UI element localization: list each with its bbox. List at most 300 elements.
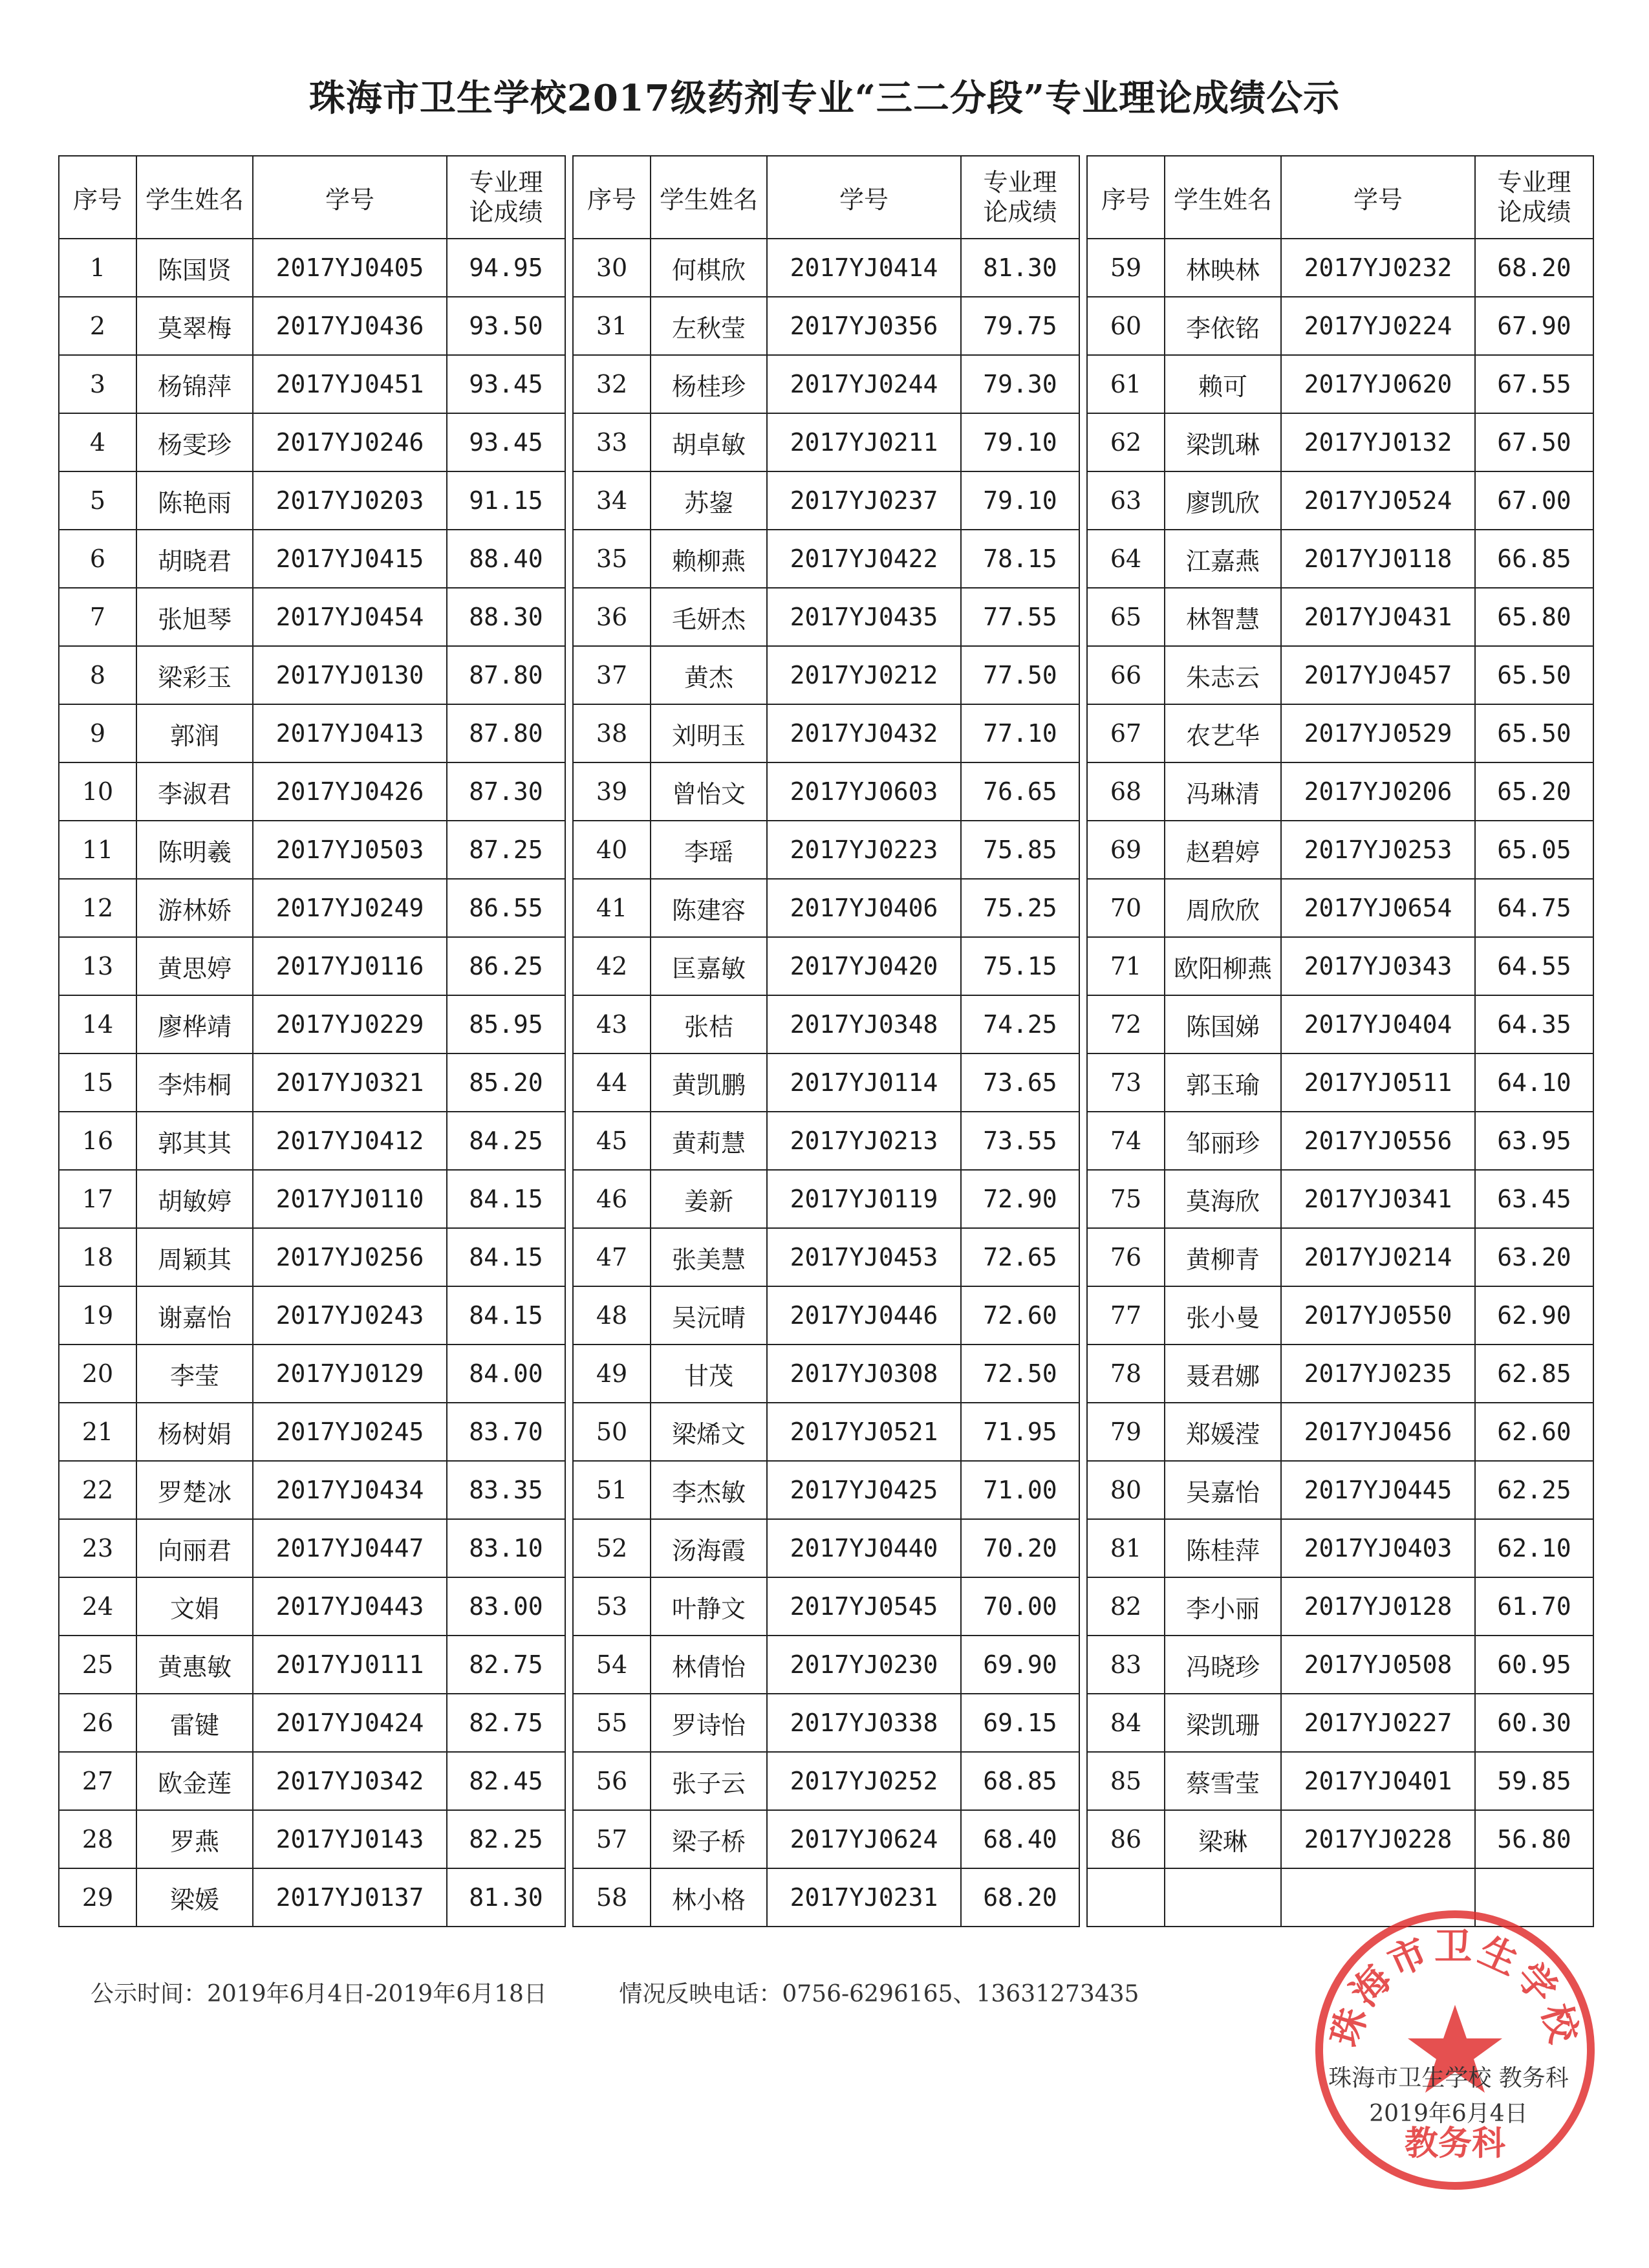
table-row [59,646,565,704]
table-row [1087,1286,1593,1345]
student-id: 2017YJ0253 [1281,821,1475,879]
table-row [59,995,565,1053]
table-row [1087,413,1593,471]
table-row [59,1461,565,1519]
student-name: 张子云 [651,1752,767,1810]
score-value: 77.50 [961,646,1079,704]
score-value: 82.75 [447,1636,565,1694]
header-score [447,156,565,239]
student-name: 农艺华 [1165,704,1281,762]
student-name: 李杰敏 [651,1461,767,1519]
score-value: 68.40 [961,1810,1079,1868]
student-name: 张旭琴 [136,588,253,646]
student-name: 张桔 [651,995,767,1053]
feedback-phone: 情况反映电话：0756-6296165、13631273435 [619,1981,1139,2007]
score-value: 64.55 [1475,937,1593,995]
student-id: 2017YJ0443 [253,1577,447,1636]
row-index: 44 [573,1053,651,1112]
student-name: 赵碧婷 [1165,821,1281,879]
score-value: 83.00 [447,1577,565,1636]
student-name: 李小丽 [1165,1577,1281,1636]
table-row [1087,1053,1593,1112]
table-row [1087,1170,1593,1228]
score-value: 79.30 [961,355,1079,413]
header-name: 学生姓名 [651,156,767,239]
student-id: 2017YJ0206 [1281,762,1475,821]
table-row [573,355,1079,413]
score-value: 77.10 [961,704,1079,762]
issue-date: 2019年6月4日 [1369,2101,1528,2127]
row-index: 74 [1087,1112,1165,1170]
score-value: 68.85 [961,1752,1079,1810]
student-id: 2017YJ0414 [767,239,961,297]
student-name: 梁烯文 [651,1403,767,1461]
score-table-block-3 [1086,155,1594,1927]
row-index: 69 [1087,821,1165,879]
row-index: 35 [573,530,651,588]
table-row [573,1170,1079,1228]
student-id: 2017YJ0118 [1281,530,1475,588]
student-name: 黄惠敏 [136,1636,253,1694]
student-id: 2017YJ0432 [767,704,961,762]
score-value: 84.00 [447,1345,565,1403]
row-index: 72 [1087,995,1165,1053]
score-value: 87.80 [447,646,565,704]
header-score-line2: 论成绩 [1497,198,1571,226]
student-name: 聂君娜 [1165,1345,1281,1403]
student-id: 2017YJ0321 [253,1053,447,1112]
table-row [1087,762,1593,821]
row-index: 52 [573,1519,651,1577]
student-name: 雷键 [136,1694,253,1752]
table-row [573,1345,1079,1403]
student-id: 2017YJ0403 [1281,1519,1475,1577]
table-row [573,1286,1079,1345]
student-id: 2017YJ0456 [1281,1403,1475,1461]
score-value: 72.50 [961,1345,1079,1403]
student-id: 2017YJ0212 [767,646,961,704]
row-index: 47 [573,1228,651,1286]
score-value: 65.50 [1475,704,1593,762]
score-value: 87.80 [447,704,565,762]
row-index: 7 [59,588,136,646]
table-row [1087,1810,1593,1868]
row-index: 57 [573,1810,651,1868]
table-row [1087,879,1593,937]
score-value: 78.15 [961,530,1079,588]
score-value: 62.85 [1475,1345,1593,1403]
notice-period: 公示时间：2019年6月4日-2019年6月18日 [91,1981,547,2007]
student-id: 2017YJ0424 [253,1694,447,1752]
score-value: 62.60 [1475,1403,1593,1461]
student-name: 杨树娟 [136,1403,253,1461]
student-id: 2017YJ0406 [767,879,961,937]
header-name: 学生姓名 [1165,156,1281,239]
table-row [573,879,1079,937]
student-name: 文娟 [136,1577,253,1636]
score-value: 82.75 [447,1694,565,1752]
table-row [573,1403,1079,1461]
student-id: 2017YJ0229 [253,995,447,1053]
score-value: 73.65 [961,1053,1079,1112]
row-index: 12 [59,879,136,937]
table-row [573,995,1079,1053]
row-index: 27 [59,1752,136,1810]
student-id: 2017YJ0213 [767,1112,961,1170]
student-name: 蔡雪莹 [1165,1752,1281,1810]
student-id: 2017YJ0249 [253,879,447,937]
student-name: 廖桦靖 [136,995,253,1053]
student-name: 梁彩玉 [136,646,253,704]
student-name: 刘明玉 [651,704,767,762]
student-id: 2017YJ0128 [1281,1577,1475,1636]
student-id: 2017YJ0511 [1281,1053,1475,1112]
table-row [1087,1228,1593,1286]
row-index: 17 [59,1170,136,1228]
student-id: 2017YJ0230 [767,1636,961,1694]
header-index: 序号 [59,156,136,239]
issuing-office: 珠海市卫生学校 教务科 [1328,2065,1569,2091]
table-row [1087,297,1593,355]
student-id: 2017YJ0529 [1281,704,1475,762]
student-name: 游林娇 [136,879,253,937]
score-value: 56.80 [1475,1810,1593,1868]
score-value: 83.10 [447,1519,565,1577]
score-value: 66.85 [1475,530,1593,588]
student-name: 陈明羲 [136,821,253,879]
row-index: 15 [59,1053,136,1112]
row-index: 20 [59,1345,136,1403]
score-value: 71.00 [961,1461,1079,1519]
student-name: 李炜桐 [136,1053,253,1112]
student-name: 赖可 [1165,355,1281,413]
row-index: 22 [59,1461,136,1519]
row-index: 51 [573,1461,651,1519]
row-index: 13 [59,937,136,995]
table-row [59,1053,565,1112]
table-row [1087,1577,1593,1636]
table-row [573,1112,1079,1170]
score-value: 61.70 [1475,1577,1593,1636]
score-value: 73.55 [961,1112,1079,1170]
score-value: 70.00 [961,1577,1079,1636]
score-value: 75.85 [961,821,1079,879]
table-row [59,355,565,413]
header-index: 序号 [1087,156,1165,239]
row-index: 14 [59,995,136,1053]
student-name: 李瑶 [651,821,767,879]
table-row [1087,704,1593,762]
score-value: 86.55 [447,879,565,937]
student-name: 罗燕 [136,1810,253,1868]
student-id: 2017YJ0246 [253,413,447,471]
student-name: 陈艳雨 [136,471,253,530]
table-row [573,704,1079,762]
student-name: 何棋欣 [651,239,767,297]
row-index: 71 [1087,937,1165,995]
student-id: 2017YJ0227 [1281,1694,1475,1752]
header-student-id: 学号 [1281,156,1475,239]
score-value: 87.30 [447,762,565,821]
table-row [573,239,1079,297]
row-index: 76 [1087,1228,1165,1286]
student-name: 毛妍杰 [651,588,767,646]
header-name: 学生姓名 [136,156,253,239]
table-row [59,937,565,995]
row-index: 86 [1087,1810,1165,1868]
row-index: 9 [59,704,136,762]
row-index: 21 [59,1403,136,1461]
score-value: 81.30 [447,1868,565,1927]
student-id: 2017YJ0440 [767,1519,961,1577]
row-index: 77 [1087,1286,1165,1345]
student-id: 2017YJ0343 [1281,937,1475,995]
score-value: 87.25 [447,821,565,879]
score-value: 82.45 [447,1752,565,1810]
student-name: 周颖其 [136,1228,253,1286]
student-id: 2017YJ0342 [253,1752,447,1810]
student-name: 赖柳燕 [651,530,767,588]
student-name: 杨雯珍 [136,413,253,471]
header-score [961,156,1079,239]
table-row [59,471,565,530]
student-id: 2017YJ0348 [767,995,961,1053]
table-row [573,821,1079,879]
row-index: 50 [573,1403,651,1461]
row-index [1087,1868,1165,1927]
table-row [59,297,565,355]
student-id: 2017YJ0211 [767,413,961,471]
student-id: 2017YJ0422 [767,530,961,588]
row-index: 4 [59,413,136,471]
student-name: 林小格 [651,1868,767,1927]
student-id: 2017YJ0237 [767,471,961,530]
row-index: 38 [573,704,651,762]
row-index: 39 [573,762,651,821]
student-name [1165,1868,1281,1927]
student-id: 2017YJ0503 [253,821,447,879]
student-id: 2017YJ0214 [1281,1228,1475,1286]
score-value: 62.10 [1475,1519,1593,1577]
table-row [59,879,565,937]
table-row [573,530,1079,588]
student-name: 黄思婷 [136,937,253,995]
table-row [1087,937,1593,995]
table-row [1087,646,1593,704]
table-row [573,1228,1079,1286]
student-name: 林智慧 [1165,588,1281,646]
student-id: 2017YJ0436 [253,297,447,355]
header-score [1475,156,1593,239]
score-value: 67.00 [1475,471,1593,530]
row-index: 19 [59,1286,136,1345]
table-row [1087,355,1593,413]
student-id: 2017YJ0620 [1281,355,1475,413]
student-name: 冯琳清 [1165,762,1281,821]
row-index: 3 [59,355,136,413]
student-id: 2017YJ0524 [1281,471,1475,530]
row-index: 83 [1087,1636,1165,1694]
student-name: 梁子桥 [651,1810,767,1868]
table-row [1087,995,1593,1053]
table-row [59,1228,565,1286]
student-name: 陈国贤 [136,239,253,297]
row-index: 65 [1087,588,1165,646]
student-id: 2017YJ0426 [253,762,447,821]
student-id: 2017YJ0401 [1281,1752,1475,1810]
row-index: 75 [1087,1170,1165,1228]
student-name: 曾怡文 [651,762,767,821]
table-row [59,1519,565,1577]
student-id: 2017YJ0256 [253,1228,447,1286]
score-value: 91.15 [447,471,565,530]
table-row [573,1577,1079,1636]
student-name: 甘茂 [651,1345,767,1403]
student-id: 2017YJ0228 [1281,1810,1475,1868]
row-index: 55 [573,1694,651,1752]
row-index: 41 [573,879,651,937]
student-id: 2017YJ0110 [253,1170,447,1228]
row-index: 5 [59,471,136,530]
footer-info [91,1976,1203,2009]
score-value: 75.15 [961,937,1079,995]
row-index: 10 [59,762,136,821]
row-index: 79 [1087,1403,1165,1461]
row-index: 53 [573,1577,651,1636]
student-id: 2017YJ0308 [767,1345,961,1403]
table-row [573,1053,1079,1112]
table-row [59,1636,565,1694]
student-id: 2017YJ0203 [253,471,447,530]
table-row [573,1694,1079,1752]
score-value: 84.15 [447,1286,565,1345]
student-id: 2017YJ0143 [253,1810,447,1868]
student-name: 梁媛 [136,1868,253,1927]
header-score-line1: 专业理 [1497,168,1571,197]
student-id: 2017YJ0129 [253,1345,447,1403]
table-row [1087,821,1593,879]
row-index: 80 [1087,1461,1165,1519]
row-index: 6 [59,530,136,588]
score-value: 67.50 [1475,413,1593,471]
score-table [58,155,1591,1927]
score-value: 68.20 [1475,239,1593,297]
score-value: 82.25 [447,1810,565,1868]
score-value: 94.95 [447,239,565,297]
score-value: 93.45 [447,413,565,471]
table-row [1087,1461,1593,1519]
score-table-block-2 [572,155,1080,1927]
student-id: 2017YJ0235 [1281,1345,1475,1403]
table-row [573,471,1079,530]
table-row [573,762,1079,821]
student-id: 2017YJ0654 [1281,879,1475,937]
student-name: 邹丽珍 [1165,1112,1281,1170]
row-index: 36 [573,588,651,646]
score-value: 79.10 [961,471,1079,530]
table-row [1087,1403,1593,1461]
student-id: 2017YJ0130 [253,646,447,704]
table-row [573,588,1079,646]
score-value: 63.45 [1475,1170,1593,1228]
student-id: 2017YJ0434 [253,1461,447,1519]
table-row [59,1752,565,1810]
student-name: 吴沅晴 [651,1286,767,1345]
student-name: 江嘉燕 [1165,530,1281,588]
header-score-line2: 论成绩 [469,198,543,226]
row-index: 18 [59,1228,136,1286]
table-row [573,1752,1079,1810]
table-row [573,1868,1079,1927]
header-student-id: 学号 [767,156,961,239]
student-id: 2017YJ0453 [767,1228,961,1286]
student-id: 2017YJ0232 [1281,239,1475,297]
student-id: 2017YJ0405 [253,239,447,297]
score-value: 65.20 [1475,762,1593,821]
table-row [1087,1694,1593,1752]
student-name: 杨锦萍 [136,355,253,413]
score-value: 60.95 [1475,1636,1593,1694]
student-name: 罗诗怡 [651,1694,767,1752]
student-name: 姜新 [651,1170,767,1228]
table-row [59,530,565,588]
row-index: 24 [59,1577,136,1636]
student-name: 李莹 [136,1345,253,1403]
student-id: 2017YJ0556 [1281,1112,1475,1170]
student-name: 周欣欣 [1165,879,1281,937]
table-row [59,1694,565,1752]
row-index: 16 [59,1112,136,1170]
student-id: 2017YJ0404 [1281,995,1475,1053]
student-id: 2017YJ0550 [1281,1286,1475,1345]
score-value: 84.25 [447,1112,565,1170]
score-value: 85.95 [447,995,565,1053]
row-index: 37 [573,646,651,704]
row-index: 45 [573,1112,651,1170]
student-id: 2017YJ0624 [767,1810,961,1868]
student-name: 梁琳 [1165,1810,1281,1868]
row-index: 67 [1087,704,1165,762]
score-value: 84.15 [447,1228,565,1286]
score-value: 68.20 [961,1868,1079,1927]
table-row [573,1636,1079,1694]
table-row [59,1170,565,1228]
student-id: 2017YJ0341 [1281,1170,1475,1228]
score-value: 86.25 [447,937,565,995]
row-index: 64 [1087,530,1165,588]
student-id: 2017YJ0545 [767,1577,961,1636]
row-index: 29 [59,1868,136,1927]
table-row [1087,588,1593,646]
row-index: 31 [573,297,651,355]
student-name: 叶静文 [651,1577,767,1636]
table-row [59,1868,565,1927]
score-value: 83.35 [447,1461,565,1519]
table-row [59,762,565,821]
student-id: 2017YJ0356 [767,297,961,355]
row-index: 23 [59,1519,136,1577]
table-row [1087,1345,1593,1403]
student-name: 张小曼 [1165,1286,1281,1345]
table-row [573,1810,1079,1868]
row-index: 58 [573,1868,651,1927]
score-value: 71.95 [961,1403,1079,1461]
student-id: 2017YJ0454 [253,588,447,646]
student-id: 2017YJ0457 [1281,646,1475,704]
student-name: 谢嘉怡 [136,1286,253,1345]
score-value: 60.30 [1475,1694,1593,1752]
page-title: 珠海市卫生学校2017级药剂专业“三二分段”专业理论成绩公示 [308,77,1341,120]
